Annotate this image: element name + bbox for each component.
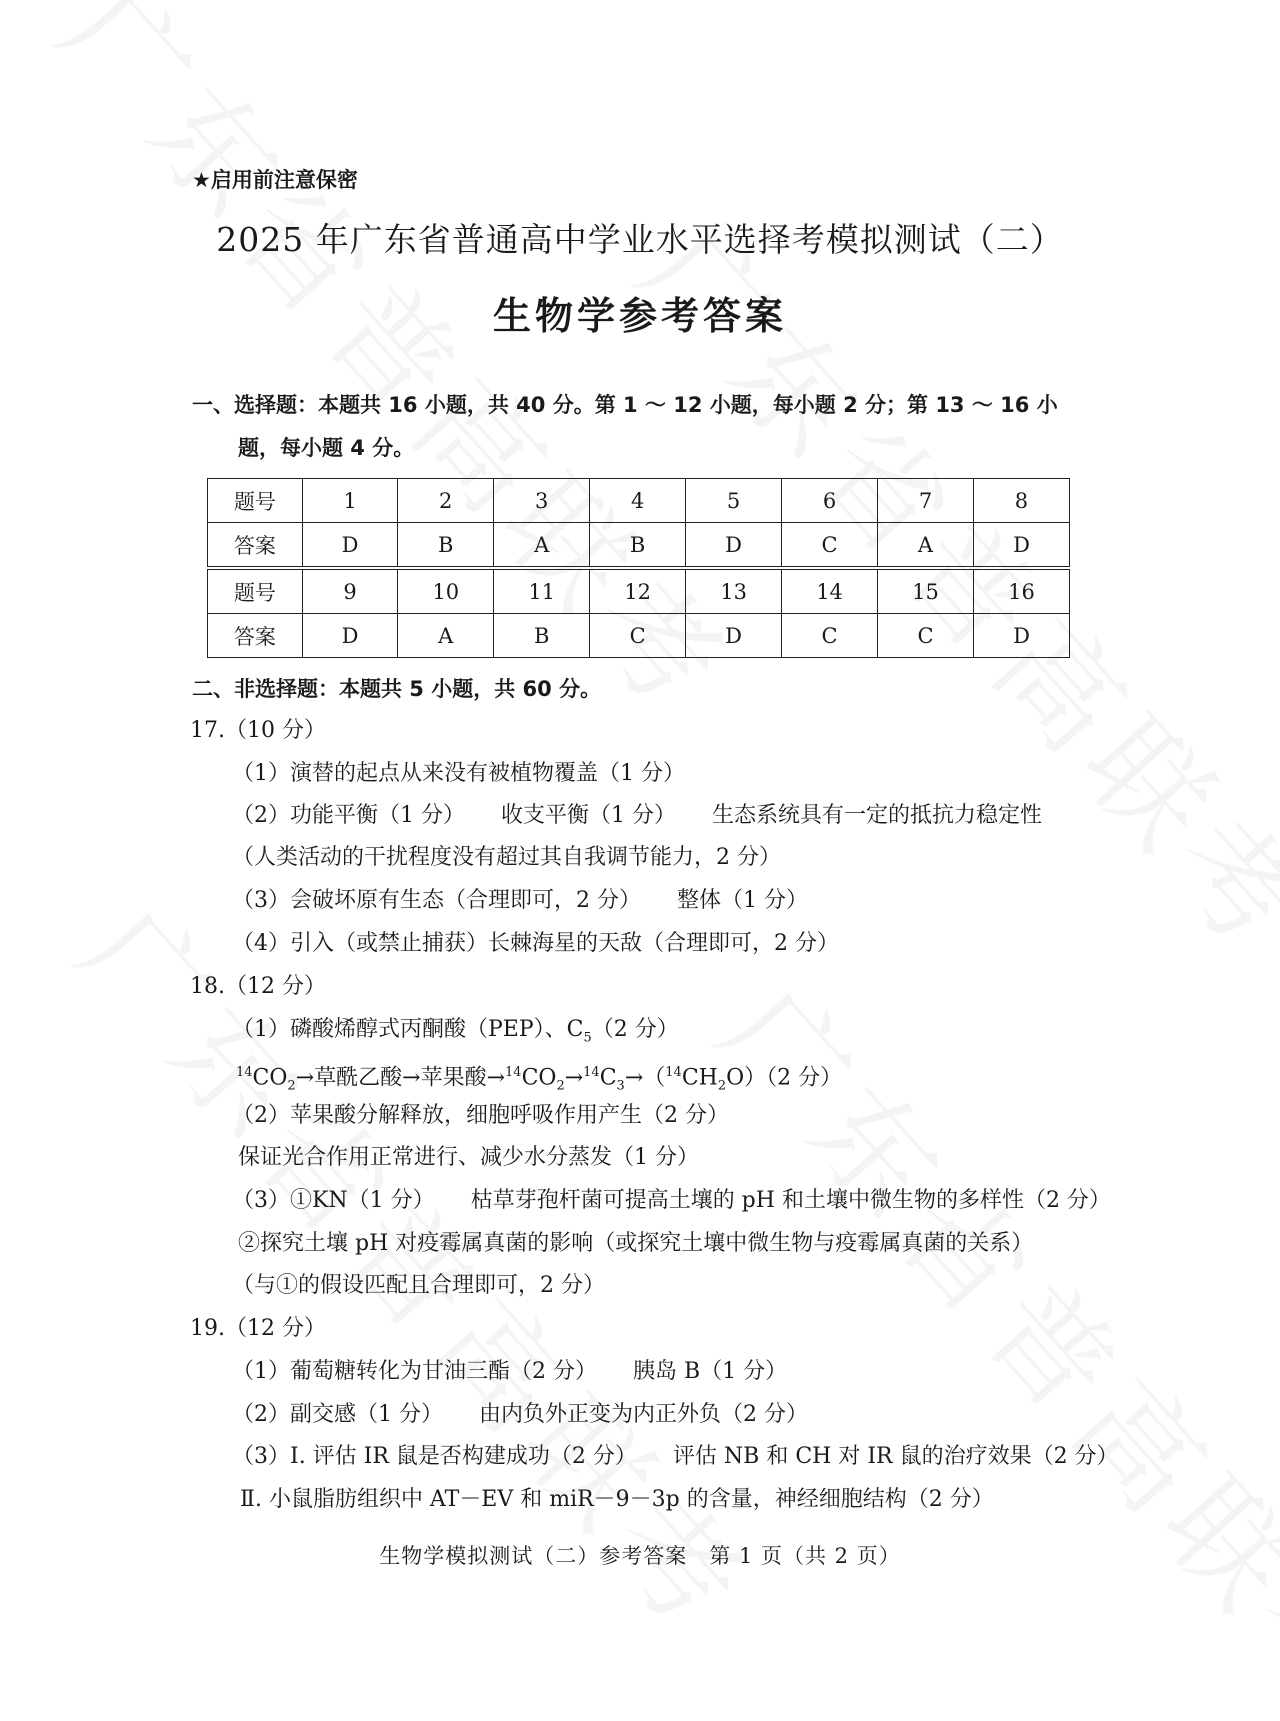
q17-line-2a: （2）功能平衡（1 分） [232,803,465,828]
row-header: 题号 [208,479,303,523]
q19-line-3 [232,1442,1119,1472]
q18-line-6: ②探究土壤 pH 对疫霉属真菌的影响（或探究土壤中微生物与疫霉属真菌的关系） [238,1231,1034,1256]
section1-heading: 一、选择题：本题共 16 小题，共 40 分。第 1 ～ 12 小题，每小题 2 分；第 13 ～ 16 小 [192,393,1058,417]
q17-line-4b: 整体（1 分） [677,888,808,913]
q19-line-3a: （3）Ⅰ. 评估 IR 鼠是否构建成功（2 分） [232,1444,637,1469]
table-row [208,479,1070,523]
q18-line-1a: （1）磷酸烯醇式丙酮酸（PEP）、C [232,1017,584,1042]
table-cell: 12 [590,568,686,614]
table-cell: 9 [302,568,398,614]
q18-line-5 [232,1186,1111,1216]
isotope-label: 14 [583,1065,600,1080]
table-cell: 5 [686,479,782,523]
q18-line-1 [232,1015,679,1053]
table-cell: D [686,523,782,569]
table-cell: C [782,614,878,658]
pathway-tail: →（ [624,1065,666,1091]
table-cell: A [878,523,974,569]
q17-line-5: （4）引入（或禁止捕获）长棘海星的天敌（合理即可，2 分） [232,931,839,956]
table-cell: 7 [878,479,974,523]
q19-line-2b: 由内负外正变为内正外负（2 分） [479,1402,808,1427]
subscript: 2 [717,1078,727,1094]
table-cell: 11 [494,568,590,614]
q19-line-3b: 评估 NB 和 CH 对 IR 鼠的治疗效果（2 分） [672,1444,1119,1469]
table-cell: D [686,614,782,658]
c3-text: C [599,1065,617,1091]
answer-table [207,478,1070,658]
table-cell: 3 [494,479,590,523]
co2-text: CO [521,1065,557,1091]
section2-heading: 二、非选择题：本题共 5 小题，共 60 分。 [192,677,602,701]
q18-carbon-pathway [236,1058,842,1102]
ch2o-text: CH [681,1065,718,1091]
table-cell: 2 [398,479,494,523]
q19-line-1a: （1）葡萄糖转化为甘油三酯（2 分） [232,1359,597,1384]
table-cell: D [302,614,398,658]
table-cell: 13 [686,568,782,614]
table-cell: C [590,614,686,658]
table-cell: B [494,614,590,658]
co2-text: CO [252,1065,288,1091]
q17-line-4 [232,886,808,916]
row-header: 答案 [208,523,303,569]
table-cell: C [782,523,878,569]
table-row [208,523,1070,569]
q17-line-2b: 收支平衡（1 分） [501,803,676,828]
table-row [208,614,1070,658]
table-cell: D [973,614,1069,658]
isotope-label: 14 [505,1065,522,1080]
q18-sub-5: 5 [583,1030,592,1046]
pathway-arrow: → [564,1065,584,1091]
pathway-arrow-text: →草酰乙酸→苹果酸→ [295,1065,506,1091]
q17-line-2c: 生态系统具有一定的抵抗力稳定性 [712,803,1043,828]
q19-line-4: Ⅱ. 小鼠脂肪组织中 AT－EV 和 miR－9－3p 的含量，神经细胞结构（2 分） [240,1487,994,1512]
table-cell: B [398,523,494,569]
subscript: 2 [556,1078,565,1094]
q18-line-7: （与①的假设匹配且合理即可，2 分） [232,1273,605,1298]
table-cell: D [302,523,398,569]
q19-line-1b: 胰岛 B（1 分） [633,1359,788,1384]
q18-heading: 18.（12 分） [190,974,326,999]
subscript: 2 [287,1078,296,1094]
table-cell: 10 [398,568,494,614]
ch2o-text-end: O）（2 分） [726,1065,843,1091]
page-title: 2025 年广东省普通高中学业水平选择考模拟测试（二） [216,220,1064,259]
confidential-notice: ★启用前注意保密 [192,168,358,192]
q18-line-3: （2）苹果酸分解释放，细胞呼吸作用产生（2 分） [232,1103,729,1128]
q17-heading: 17.（10 分） [190,718,326,743]
q17-line-1: （1）演替的起点从来没有被植物覆盖（1 分） [232,761,685,786]
subscript: 3 [616,1078,625,1094]
table-cell: B [590,523,686,569]
page-footer: 生物学模拟测试（二）参考答案 第 1 页（共 2 页） [379,1544,901,1568]
q17-line-4a: （3）会破坏原有生态（合理即可，2 分） [232,888,641,913]
table-cell: 6 [782,479,878,523]
q19-line-2a: （2）副交感（1 分） [232,1402,443,1427]
table-cell: 1 [302,479,398,523]
table-cell: A [398,614,494,658]
isotope-label: 14 [236,1065,253,1080]
q19-line-1 [232,1357,787,1387]
q18-line-5b: 枯草芽孢杆菌可提高土壤的 pH 和土壤中微生物的多样性（2 分） [470,1188,1111,1213]
q18-line-1b: （2 分） [591,1017,679,1042]
table-row [208,568,1070,614]
isotope-label: 14 [665,1065,682,1080]
table-cell: 8 [973,479,1069,523]
q17-line-3: （人类活动的干扰程度没有超过其自我调节能力，2 分） [232,845,781,870]
q17-line-2 [232,801,1042,831]
q19-heading: 19.（12 分） [190,1316,326,1341]
q18-line-5a: （3）①KN（1 分） [232,1188,435,1213]
page-subtitle: 生物学参考答案 [492,294,787,338]
row-header: 答案 [208,614,303,658]
table-cell: D [973,523,1069,569]
row-header: 题号 [208,568,303,614]
q19-line-2 [232,1400,808,1430]
table-cell: 15 [878,568,974,614]
q18-line-4: 保证光合作用正常进行、减少水分蒸发（1 分） [238,1145,699,1170]
section1-heading-cont: 题，每小题 4 分。 [238,436,415,460]
table-cell: 4 [590,479,686,523]
table-cell: A [494,523,590,569]
table-cell: C [878,614,974,658]
table-cell: 14 [782,568,878,614]
table-cell: 16 [973,568,1069,614]
